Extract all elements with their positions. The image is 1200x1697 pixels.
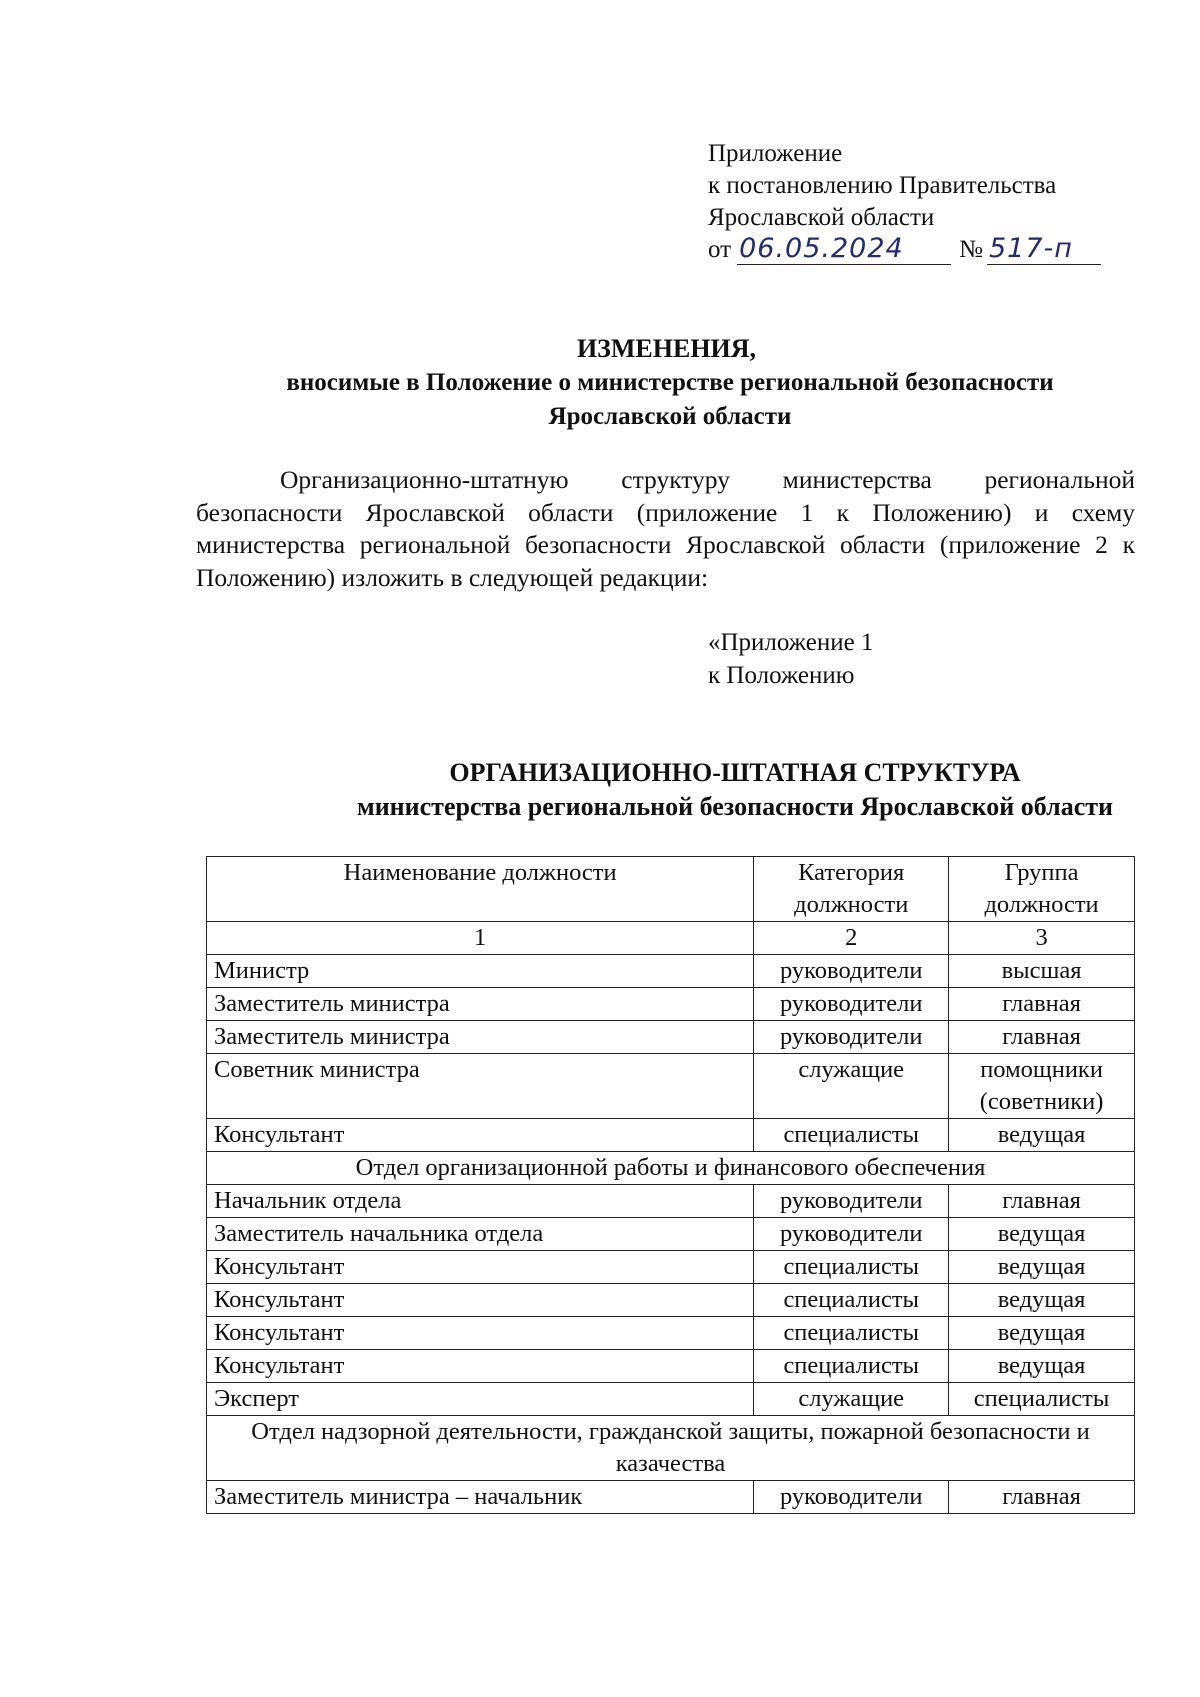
table-row [207, 1481, 1135, 1514]
appendix-line-2: к постановлению Правительства [708, 172, 1057, 199]
position-cell: Консультант [207, 1350, 754, 1383]
table-row [207, 1054, 1135, 1119]
appendix-line-3: Ярославской области [708, 204, 935, 231]
position-cell: Советник министра [207, 1054, 754, 1119]
group-cell: высшая [949, 955, 1135, 988]
category-cell: служащие [754, 1054, 949, 1119]
table-row [207, 1251, 1135, 1284]
header-position: Наименование должности [207, 857, 754, 922]
table-row [207, 1119, 1135, 1152]
category-cell: руководители [754, 1218, 949, 1251]
group-cell: ведущая [949, 1317, 1135, 1350]
table-row [207, 1185, 1135, 1218]
column-number-row [207, 922, 1135, 955]
group-cell: главная [949, 1021, 1135, 1054]
section-header-row [207, 1152, 1135, 1185]
group-cell: ведущая [949, 1350, 1135, 1383]
appendix-1-line-1: «Приложение 1 [708, 629, 874, 656]
group-cell: ведущая [949, 1119, 1135, 1152]
changes-subtitle [230, 366, 1110, 434]
appendix-1-line-2: к Положению [708, 662, 855, 689]
appendix-1-header [708, 626, 873, 692]
position-cell: Министр [207, 955, 754, 988]
position-cell: Консультант [207, 1251, 754, 1284]
date-prefix: от [708, 236, 732, 263]
handwritten-number: 517-п [987, 234, 1101, 265]
number-sign: № [959, 236, 983, 263]
appendix-header [708, 138, 1128, 266]
category-cell: специалисты [754, 1350, 949, 1383]
category-cell: руководители [754, 1481, 949, 1514]
group-cell: главная [949, 1481, 1135, 1514]
table-row [207, 1350, 1135, 1383]
position-cell: Заместитель министра [207, 988, 754, 1021]
category-cell: специалисты [754, 1317, 949, 1350]
structure-title [290, 756, 1180, 824]
table-row [207, 1383, 1135, 1416]
group-cell: помощники (советники) [949, 1054, 1135, 1119]
structure-title-main: ОРГАНИЗАЦИОННО-ШТАТНАЯ СТРУКТУРА [449, 758, 1021, 787]
group-cell: ведущая [949, 1251, 1135, 1284]
position-cell: Заместитель начальника отдела [207, 1218, 754, 1251]
table-row [207, 1218, 1135, 1251]
section-header-row [207, 1416, 1135, 1481]
changes-subtitle-line-2: Ярославской области [548, 403, 792, 430]
column-number: 2 [754, 922, 949, 955]
position-cell: Эксперт [207, 1383, 754, 1416]
position-cell: Консультант [207, 1317, 754, 1350]
category-cell: специалисты [754, 1251, 949, 1284]
appendix-line-1: Приложение [708, 140, 843, 167]
table-header-row [207, 857, 1135, 922]
column-number: 1 [207, 922, 754, 955]
category-cell: руководители [754, 955, 949, 988]
handwritten-date: 06.05.2024 [737, 234, 951, 265]
category-cell: служащие [754, 1383, 949, 1416]
structure-title-sub: министерства региональной безопасности Ярославской области [356, 792, 1113, 821]
position-cell: Заместитель министра – начальник [207, 1481, 754, 1514]
category-cell: руководители [754, 988, 949, 1021]
table-row [207, 1317, 1135, 1350]
group-cell: ведущая [949, 1284, 1135, 1317]
changes-subtitle-line-1: вносимые в Положение о министерстве региональной безопасности [286, 369, 1054, 396]
category-cell: руководители [754, 1021, 949, 1054]
group-cell: ведущая [949, 1218, 1135, 1251]
column-number: 3 [949, 922, 1135, 955]
position-cell: Консультант [207, 1119, 754, 1152]
category-cell: руководители [754, 1185, 949, 1218]
position-cell: Начальник отдела [207, 1185, 754, 1218]
group-cell: главная [949, 1185, 1135, 1218]
position-cell: Заместитель министра [207, 1021, 754, 1054]
header-category: Категория должности [754, 857, 949, 922]
staff-table [206, 856, 1135, 1514]
category-cell: специалисты [754, 1119, 949, 1152]
table-row [207, 988, 1135, 1021]
table-row [207, 955, 1135, 988]
section-title: Отдел организационной работы и финансового обеспечения [207, 1152, 1135, 1185]
table-row [207, 1284, 1135, 1317]
table-row [207, 1021, 1135, 1054]
position-cell: Консультант [207, 1284, 754, 1317]
resolution-reference [708, 234, 1128, 266]
category-cell: специалисты [754, 1284, 949, 1317]
group-cell: специалисты [949, 1383, 1135, 1416]
body-paragraph: Организационно-штатную структуру министерства региональной безопасности Ярославской области (приложение 1 к Положению) и схему министерства региональной безопасности Ярославской области (приложение 2 к Положению) изложить в следующей редакции: [196, 465, 1135, 592]
changes-title: ИЗМЕНЕНИЯ, [576, 334, 757, 363]
header-group: Группа должности [949, 857, 1135, 922]
group-cell: главная [949, 988, 1135, 1021]
section-title: Отдел надзорной деятельности, гражданской защиты, пожарной безопасности и казачества [207, 1416, 1135, 1481]
